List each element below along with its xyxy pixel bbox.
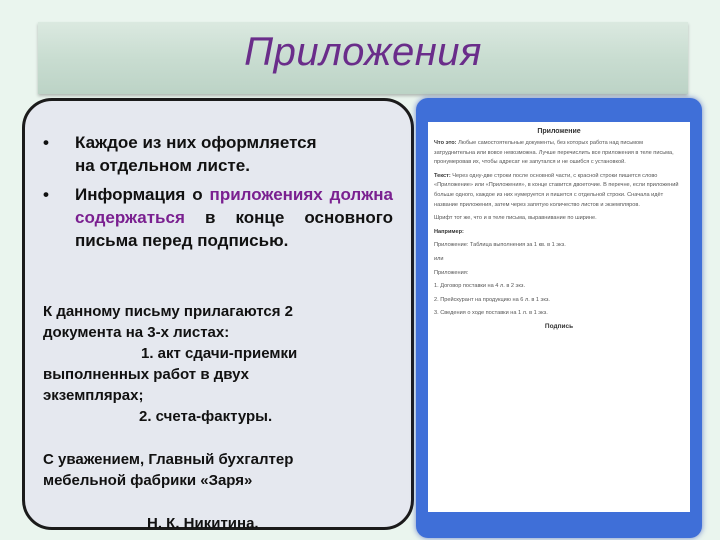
document-frame xyxy=(416,98,702,538)
document-paragraph xyxy=(434,139,684,168)
regards-line: мебельной фабрики «Заря» xyxy=(43,472,253,489)
title-bar xyxy=(38,22,688,94)
document-image xyxy=(428,122,690,512)
slide-title: Приложения xyxy=(244,30,482,74)
bullet-text: Каждое из них оформляется xyxy=(75,133,317,152)
doc-text: Через одну-две строки после основной части, с красной строки пишется слово «Приложение» или «Приложения», в конце ставится двоеточие. В перечне, если приложений больше одного, каждое из них нумеруется и пишется с отдельной строки. Сначала идёт название приложения, затем через запятую количество листов и экземпляров. xyxy=(434,172,679,208)
bullet-icon: • xyxy=(43,185,49,204)
signer-name: Н. К. Никитина. xyxy=(147,515,259,532)
document-signature: Подпись xyxy=(544,322,574,330)
highlight-text: приложениях должна содержаться xyxy=(75,185,394,227)
letter-line: экземплярах; xyxy=(43,387,144,404)
letter-line: 2. счета-фактуры. xyxy=(139,408,273,425)
document-paragraph xyxy=(434,228,684,238)
bullet-list xyxy=(43,131,393,252)
document-paragraph: Шрифт тот же, что и в теле письма, выравнивание по ширине. xyxy=(434,215,597,222)
letter-line: 1. акт сдачи-приемки xyxy=(141,345,298,362)
regards-line: С уважением, Главный бухгалтер xyxy=(43,451,294,468)
document-paragraph: Приложение: Таблица выполнения за 1 кв. в 1 экз. xyxy=(434,242,566,249)
bullet-item xyxy=(43,183,393,252)
bullet-item xyxy=(43,131,393,177)
doc-label: Текст: xyxy=(434,172,451,179)
bullet-icon: • xyxy=(43,133,49,152)
letter-line: документа на 3-х листах: xyxy=(43,324,230,341)
document-paragraph: 2. Прейскурант на продукцию на 6 л. в 1 экз. xyxy=(434,296,550,303)
letter-line: К данному письму прилагаются 2 xyxy=(43,303,294,320)
document-paragraph: или xyxy=(434,255,444,262)
bullet-text-cont: на отдельном листе. xyxy=(75,156,250,175)
letter-example xyxy=(43,301,393,427)
document-paragraph: 3. Сведения о ходе поставки на 1 л. в 1 экз. xyxy=(434,310,548,317)
bullet-text: Информация о xyxy=(75,185,210,204)
doc-label: Например: xyxy=(434,228,464,235)
regards-block xyxy=(43,449,393,491)
document-paragraph: 1. Договор поставки на 4 л. в 2 экз. xyxy=(434,283,526,290)
bullet-text: в конце основного письма перед подписью. xyxy=(75,208,393,250)
doc-text: Любые самостоятельные документы, без которых работа над письмом затруднительна или вовсе невозможна. Лучше перечислить все приложения в теле письма, пронумеровав их, чтобы адресат не запутался и не ошибся с установкой. xyxy=(434,140,674,166)
content-panel xyxy=(22,98,414,530)
doc-label: Что это: xyxy=(434,140,457,146)
document-paragraph xyxy=(434,172,684,210)
document-title: Приложение xyxy=(537,128,581,135)
document-paragraph: Приложения: xyxy=(434,269,469,276)
letter-line: выполненных работ в двух xyxy=(43,366,249,383)
